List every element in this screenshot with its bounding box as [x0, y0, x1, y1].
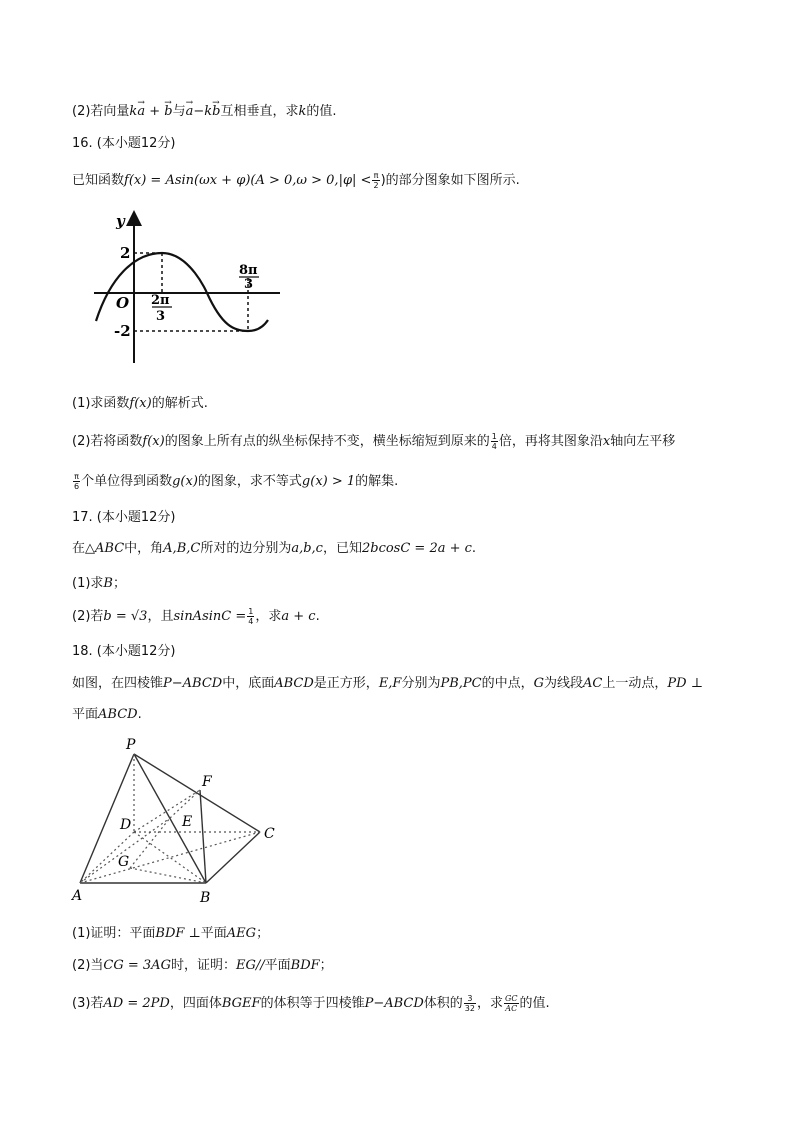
q16-part2-f2: 的图象，求不等式: [197, 474, 302, 489]
frac-den: 4: [491, 442, 497, 451]
label-P: P: [126, 737, 136, 753]
q16-part2-x: x: [602, 434, 611, 449]
q18-part3-end: 的值.: [519, 996, 550, 1011]
q15-var-k: k: [298, 104, 307, 119]
label-F: F: [202, 774, 212, 790]
q15-vec-expr2: → a−k→ b: [186, 104, 221, 119]
q16-part2-c: 倍，再将其图象沿: [498, 434, 603, 449]
q18-ef: E,F: [378, 676, 402, 691]
q18-g: G: [533, 676, 545, 691]
y-axis-label: y: [116, 212, 125, 230]
q18-part1-end: ；: [256, 926, 270, 941]
frac-num: GC: [505, 994, 518, 1003]
q17-triangle: △ABC: [85, 541, 125, 556]
q16-part2-line2-frac: [73, 472, 80, 491]
x1-label-num: 2π: [151, 293, 170, 308]
q17-sides: a,b,c: [291, 541, 323, 556]
q17-stem: [72, 540, 476, 558]
q15-text-perp: 互相垂直，求: [220, 104, 299, 119]
q16-function-expr: f(x) = Asin(ωx + φ)(A > 0,ω > 0,|φ| <: [124, 173, 372, 188]
q18-part3-h: ，求: [476, 996, 503, 1011]
origin-label: O: [116, 294, 130, 312]
frac-den: 32: [464, 1004, 475, 1013]
q17-angles: A,B,C: [163, 541, 201, 556]
q17-header: 17. (本小题12分): [72, 510, 176, 525]
q15-part2: [72, 103, 337, 121]
q18-stem-g2: 上一动点，: [602, 676, 668, 691]
q18-pd: PD ⊥: [667, 676, 703, 691]
edge-BC: [206, 832, 260, 883]
q18-part3: [72, 994, 550, 1013]
q15-vec-expr: k→ a + → b: [129, 104, 172, 119]
q15-text-end: 的值.: [306, 104, 337, 119]
q17-part2-e: a + c: [281, 609, 316, 624]
q17-stem-a: 在: [72, 541, 86, 556]
x2-label-den: 3: [244, 277, 254, 292]
q18-part2-end: ；: [319, 958, 333, 973]
q18-part2-f: BDF: [290, 958, 320, 973]
q16-part2-frac: [491, 432, 498, 451]
q17-stem-end: .: [471, 541, 477, 556]
q16-part2-f: f(x): [142, 434, 165, 449]
q15-part2-label: (2)若向量: [72, 104, 130, 119]
q16-part2-end: 的解集.: [355, 474, 399, 489]
q18-part1-b: BDF ⊥: [155, 926, 201, 941]
q17-part2-c: ，且: [147, 609, 174, 624]
edge-GE: [130, 818, 170, 868]
q16-part2-d: 轴向左平移: [610, 434, 676, 449]
x1-label-den: 3: [156, 309, 166, 324]
y-min-label: -2: [114, 322, 131, 340]
edge-BF: [200, 790, 206, 883]
q18-part2-d: EG//: [235, 958, 265, 973]
q18-part2: [72, 957, 333, 975]
q18-stem-line2: [72, 706, 142, 724]
q18-stem-line2-a: 平面: [72, 707, 99, 722]
q17-part2: [72, 607, 320, 626]
q18-stem-a: 如图，在四棱锥: [72, 676, 164, 691]
q16-stem: [72, 171, 520, 190]
q18-pbpc: PB,PC: [440, 676, 482, 691]
q18-part3-f: P−ABCD: [364, 996, 424, 1011]
frac-den: 4: [248, 617, 254, 626]
q17-part2-eq: sinAsinC =: [173, 609, 247, 624]
q16-part1-b: 的解析式.: [151, 396, 208, 411]
q18-part3-frac2: [504, 994, 519, 1013]
q16-header: 16. (本小题12分): [72, 136, 176, 151]
label-C: C: [264, 826, 275, 842]
q16-part2-g: g(x): [172, 474, 198, 489]
q16-part2-ineq: g(x) > 1: [301, 474, 356, 489]
q17-stem-b: 中，角: [124, 541, 164, 556]
label-B: B: [200, 890, 211, 906]
q17-part2-a: (2)若: [72, 609, 104, 624]
q18-part1-c: 平面: [200, 926, 227, 941]
frac-den: AC: [505, 1004, 518, 1013]
q17-part2-b: b = √3: [103, 609, 148, 624]
q16-part2-a: (2)若将函数: [72, 434, 143, 449]
label-D: D: [120, 817, 132, 833]
q17-part1: [72, 575, 126, 593]
frac-num: 1: [248, 607, 254, 616]
q18-ac: AC: [583, 676, 603, 691]
q16-part1-a: (1)求函数: [72, 396, 130, 411]
q15-text-and: 与: [172, 104, 186, 119]
q18-part2-a: (2)当: [72, 958, 104, 973]
q18-stem-line2-b: ABCD: [98, 707, 138, 722]
q18-part2-b: CG = 3AG: [103, 958, 171, 973]
q18-part2-c: 时，证明：: [170, 958, 236, 973]
q16-part1: [72, 395, 208, 413]
q18-part1-d: AEG: [226, 926, 257, 941]
q16-stem-b: )的部分图象如下图所示.: [380, 173, 520, 188]
q18-part3-g: 体积的: [423, 996, 463, 1011]
q18-pyramid: P−ABCD: [163, 676, 223, 691]
q18-header: 18. (本小题12分): [72, 644, 176, 659]
q17-part2-d: ，求: [255, 609, 282, 624]
pyramid-figure: [68, 734, 288, 910]
q16-part2-e: 个单位得到函数: [81, 474, 173, 489]
q17-part2-frac: [247, 607, 254, 626]
q17-part1-a: (1)求: [72, 576, 104, 591]
q18-stem-e: 的中点，: [481, 676, 534, 691]
x2-label-num: 8π: [239, 263, 258, 278]
sine-graph: [72, 208, 287, 368]
q17-part1-b: B: [103, 576, 113, 591]
q18-part3-a: (3)若: [72, 996, 104, 1011]
q16-stem-a: 已知函数: [72, 173, 125, 188]
q18-part1: [72, 925, 269, 943]
q18-part2-e: 平面: [264, 958, 291, 973]
q17-equation: 2bcosC = 2a + c: [361, 541, 472, 556]
q18-part3-b: AD = 2PD: [103, 996, 170, 1011]
q16-part1-f: f(x): [129, 396, 152, 411]
q18-stem-f: 为线段: [544, 676, 584, 691]
frac-num: 3: [464, 994, 476, 1004]
q18-stem-c: 是正方形，: [313, 676, 379, 691]
q16-stem-frac: [372, 171, 379, 190]
label-A: A: [72, 888, 83, 904]
q18-stem-b: 中，底面: [222, 676, 275, 691]
q18-stem-line1: [72, 675, 703, 693]
q18-stem-line2-end: .: [137, 707, 142, 722]
q17-stem-c: 所对的边分别为: [200, 541, 292, 556]
frac-num: π: [74, 472, 79, 481]
q18-part3-c: ，四面体: [169, 996, 222, 1011]
q16-part2-b: 的图象上所有点的纵坐标保持不变，横坐标缩短到原来的: [164, 434, 490, 449]
frac-den: 6: [74, 482, 80, 491]
q18-part3-frac: [464, 994, 476, 1013]
edge-GB: [130, 868, 206, 883]
q18-part3-d: BGEF: [221, 996, 261, 1011]
q18-part3-e: 的体积等于四棱锥: [260, 996, 365, 1011]
label-E: E: [182, 814, 193, 830]
q17-stem-d: ，已知: [322, 541, 362, 556]
q18-stem-d: 分别为: [401, 676, 441, 691]
q16-part2-line1: [72, 432, 675, 451]
frac-num: π: [373, 171, 379, 180]
q17-part2-end: .: [315, 609, 320, 624]
q17-part1-end: ；: [112, 576, 126, 591]
frac-den: 2: [373, 181, 379, 190]
label-G: G: [118, 854, 130, 870]
y-max-label: 2: [120, 244, 131, 262]
q16-part2-line2: [72, 472, 398, 491]
frac-num: 1: [491, 432, 497, 441]
q18-part1-a: (1)证明：平面: [72, 926, 156, 941]
q18-base: ABCD: [274, 676, 314, 691]
